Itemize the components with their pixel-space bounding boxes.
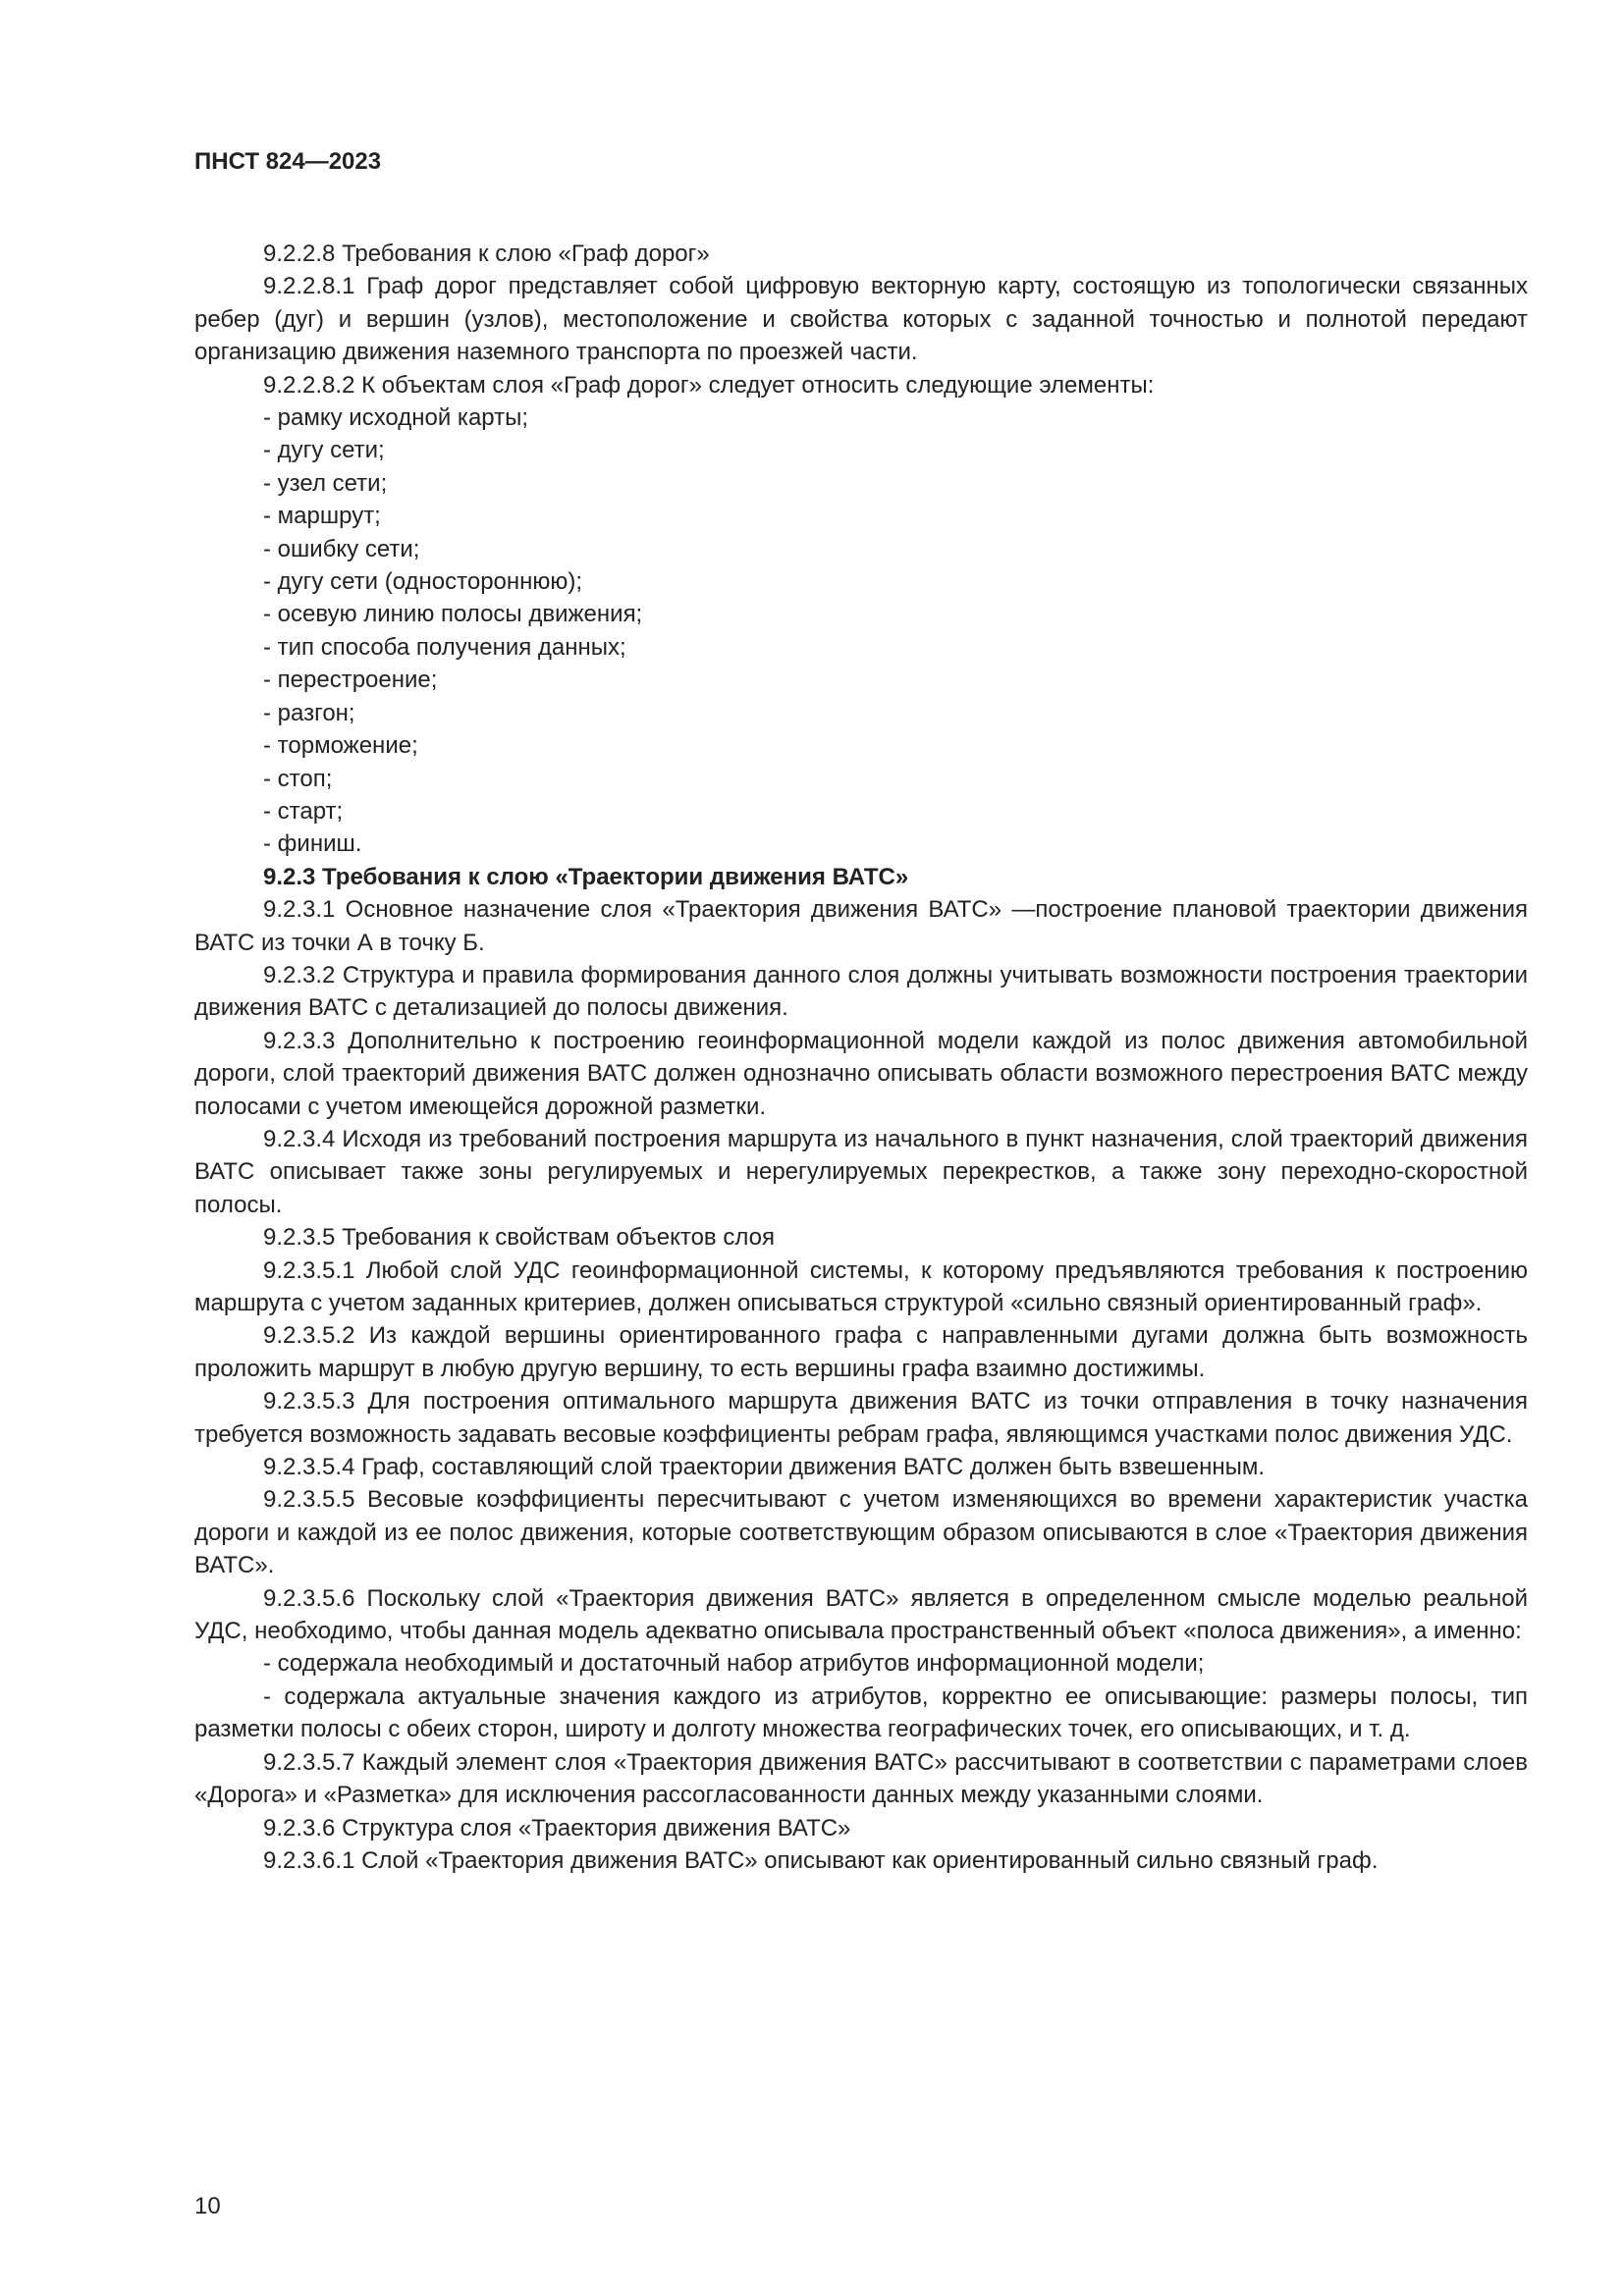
list-item: - маршрут; bbox=[263, 503, 381, 530]
list-item: - стоп; bbox=[263, 765, 333, 792]
list-item: - торможение; bbox=[263, 732, 418, 760]
paragraph: 9.2.3.5.4 Граф, составляющий слой траектории движения ВАТС должен быть взвешенным. bbox=[263, 1454, 1266, 1481]
paragraph: 9.2.3.4 Исходя из требований построения маршрута из начального в пункт назначения, слой траекторий движения ВАТС описывает также зоны регулируемых и нерегулируемых перекрестков, а также зону переходно-скоростной полосы. bbox=[194, 1125, 1528, 1218]
document-id-header: ПНСТ 824—2023 bbox=[194, 148, 382, 175]
list-item: - дугу сети; bbox=[263, 437, 385, 464]
paragraph: 9.2.3.3 Дополнительно к построению геоинформационной модели каждой из полос движения автомобильной дороги, слой траекторий движения ВАТС должен однозначно описывать области возможного перестроения ВАТС между полосами с учетом имеющейся дорожной разметки. bbox=[194, 1027, 1528, 1120]
list-item: - узел сети; bbox=[263, 469, 388, 497]
list-item: - содержала актуальные значения каждого из атрибутов, корректно ее описывающие: размеры полосы, тип разметки полосы с обеих сторон, широту и долготу множества географических точек, его описывающих, и т. д. bbox=[194, 1682, 1528, 1743]
paragraph: 9.2.3.1 Основное назначение слоя «Траектория движения ВАТС» —построение плановой траектории движения ВАТС из точки А в точку Б. bbox=[194, 896, 1528, 956]
document-body bbox=[194, 238, 1528, 1877]
paragraph: 9.2.3.5.1 Любой слой УДС геоинформационной системы, к которому предъявляются требования к построению маршрута с учетом заданных критериев, должен описываться структурой «сильно связный ориентированный граф». bbox=[194, 1256, 1528, 1316]
paragraph: 9.2.2.8.2 К объектам слоя «Граф дорог» следует относить следующие элементы: bbox=[263, 371, 1155, 399]
list-item: - дугу сети (одностороннюю); bbox=[263, 568, 583, 596]
list-item: - разгон; bbox=[263, 699, 355, 726]
list-item: - тип способа получения данных; bbox=[263, 633, 626, 661]
paragraph: 9.2.3.5.5 Весовые коэффициенты пересчитывают с учетом изменяющихся во времени характеристик участка дороги и каждой из ее полос движения, которые соответствующим образом описываются в слое «Траектория движения ВАТС». bbox=[194, 1486, 1528, 1579]
paragraph: 9.2.3.5.7 Каждый элемент слоя «Траектория движения ВАТС» рассчитывают в соответствии с параметрами слоев «Дорога» и «Разметка» для исключения рассогласованности данных между указанными слоями. bbox=[194, 1748, 1528, 1809]
list-item: - старт; bbox=[263, 797, 344, 825]
list-item: - содержала необходимый и достаточный набор атрибутов информационной модели; bbox=[263, 1650, 1205, 1678]
paragraph: 9.2.3.5.2 Из каждой вершины ориентированного графа с направленными дугами должна быть возможность проложить маршрут в любую другую вершину, то есть вершины графа взаимно достижимы. bbox=[194, 1322, 1528, 1382]
list-item: - финиш. bbox=[263, 830, 362, 858]
paragraph: 9.2.3.2 Структура и правила формирования данного слоя должны учитывать возможности построения траектории движения ВАТС с детализацией до полосы движения. bbox=[194, 961, 1528, 1022]
list-item: - перестроение; bbox=[263, 667, 438, 694]
subsection-title: 9.2.3.6 Структура слоя «Траектория движения ВАТС» bbox=[263, 1814, 851, 1842]
paragraph: 9.2.2.8 Требования к слою «Граф дорог» bbox=[263, 240, 710, 267]
paragraph: 9.2.3.5.3 Для построения оптимального маршрута движения ВАТС из точки отправления в точку назначения требуется возможность задавать весовые коэффициенты ребрам графа, являющимся участками полос движения УДС. bbox=[194, 1388, 1528, 1448]
subsection-title: 9.2.3.5 Требования к свойствам объектов слоя bbox=[263, 1224, 775, 1252]
list-item: - ошибку сети; bbox=[263, 535, 420, 562]
page-number: 10 bbox=[194, 2193, 221, 2219]
list-item: - рамку исходной карты; bbox=[263, 404, 529, 432]
list-item: - осевую линию полосы движения; bbox=[263, 601, 643, 628]
paragraph: 9.2.3.6.1 Слой «Траектория движения ВАТС» описывают как ориентированный сильно связный граф. bbox=[263, 1846, 1379, 1874]
paragraph: 9.2.2.8.1 Граф дорог представляет собой цифровую векторную карту, состоящую из топологически связанных ребер (дуг) и вершин (узлов), местоположение и свойства которых с заданной точностью и полнотой передают организацию движения наземного транспорта по проезжей части. bbox=[194, 273, 1528, 366]
paragraph: 9.2.3.5.6 Поскольку слой «Траектория движения ВАТС» является в определенном смысле моделью реальной УДС, необходимо, чтобы данная модель адекватно описывала пространственный объект «полоса движения», а именно: bbox=[194, 1584, 1528, 1645]
section-heading: 9.2.3 Требования к слою «Траектории движения ВАТС» bbox=[263, 863, 909, 890]
document-page bbox=[194, 147, 1528, 1877]
